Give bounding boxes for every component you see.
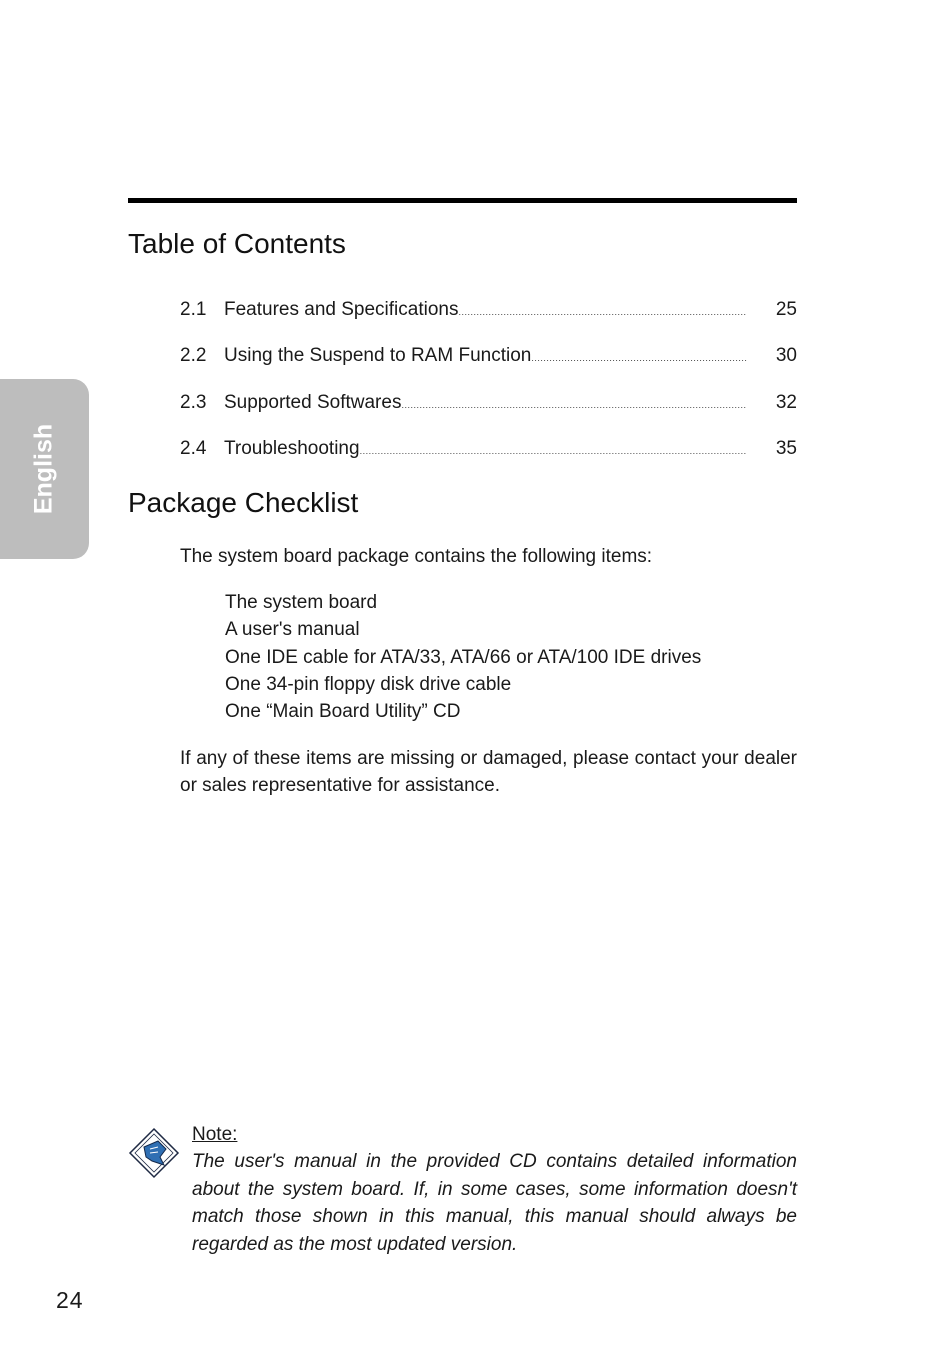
toc-entry-page: 25	[775, 299, 797, 320]
note-block	[192, 1121, 797, 1258]
note-text: The user's manual in the provided CD contains detailed information about the system board. If, in some cases, some information doesn't match those shown in this manual, this manual should always be regarded as the most updated version.	[192, 1151, 797, 1255]
language-side-tab	[0, 379, 89, 559]
toc-entry-number: 2.3	[180, 391, 207, 413]
note-label: Note:	[192, 1124, 238, 1145]
package-item: A user's manual	[225, 619, 360, 641]
toc-entry-title: Supported Softwares .....	[224, 389, 747, 419]
toc-entry[interactable]	[180, 389, 797, 435]
toc-entry-number: 2.1	[180, 299, 207, 320]
toc-entry[interactable]	[180, 296, 797, 342]
toc-title: Table of Contents	[128, 228, 346, 259]
toc-entry-title: Troubleshooting .....	[224, 435, 747, 465]
toc-entry-page: 35	[775, 437, 797, 459]
language-side-tab-label: English	[29, 423, 58, 515]
top-rule	[128, 198, 797, 203]
page-number: 24	[56, 1287, 84, 1313]
package-item: One IDE cable for ATA/33, ATA/66 or ATA/100 IDE drives	[225, 646, 702, 668]
package-missing-note: If any of these items are missing or damaged, please contact your dealer or sales representative for assistance.	[180, 748, 797, 796]
package-item: One “Main Board Utility” CD	[225, 701, 461, 723]
package-intro: The system board package contains the following items:	[180, 546, 653, 567]
toc-entry[interactable]	[180, 342, 797, 388]
toc-entry-page: 32	[775, 391, 797, 413]
toc-entry-number: 2.2	[180, 345, 207, 367]
note-diamond-icon	[128, 1127, 180, 1179]
toc-entry-page: 30	[775, 345, 797, 367]
toc-entry-number: 2.4	[180, 437, 207, 459]
toc-entry-title: Using the Suspend to RAM Function .....	[224, 342, 747, 372]
package-item: The system board	[225, 592, 378, 613]
toc-entry-title: Features and Specifications .....	[224, 296, 747, 326]
package-item: One 34-pin floppy disk drive cable	[225, 673, 512, 695]
toc-list	[180, 296, 797, 481]
package-title: Package Checklist	[128, 487, 359, 518]
toc-entry[interactable]	[180, 435, 797, 481]
package-items	[225, 589, 701, 725]
